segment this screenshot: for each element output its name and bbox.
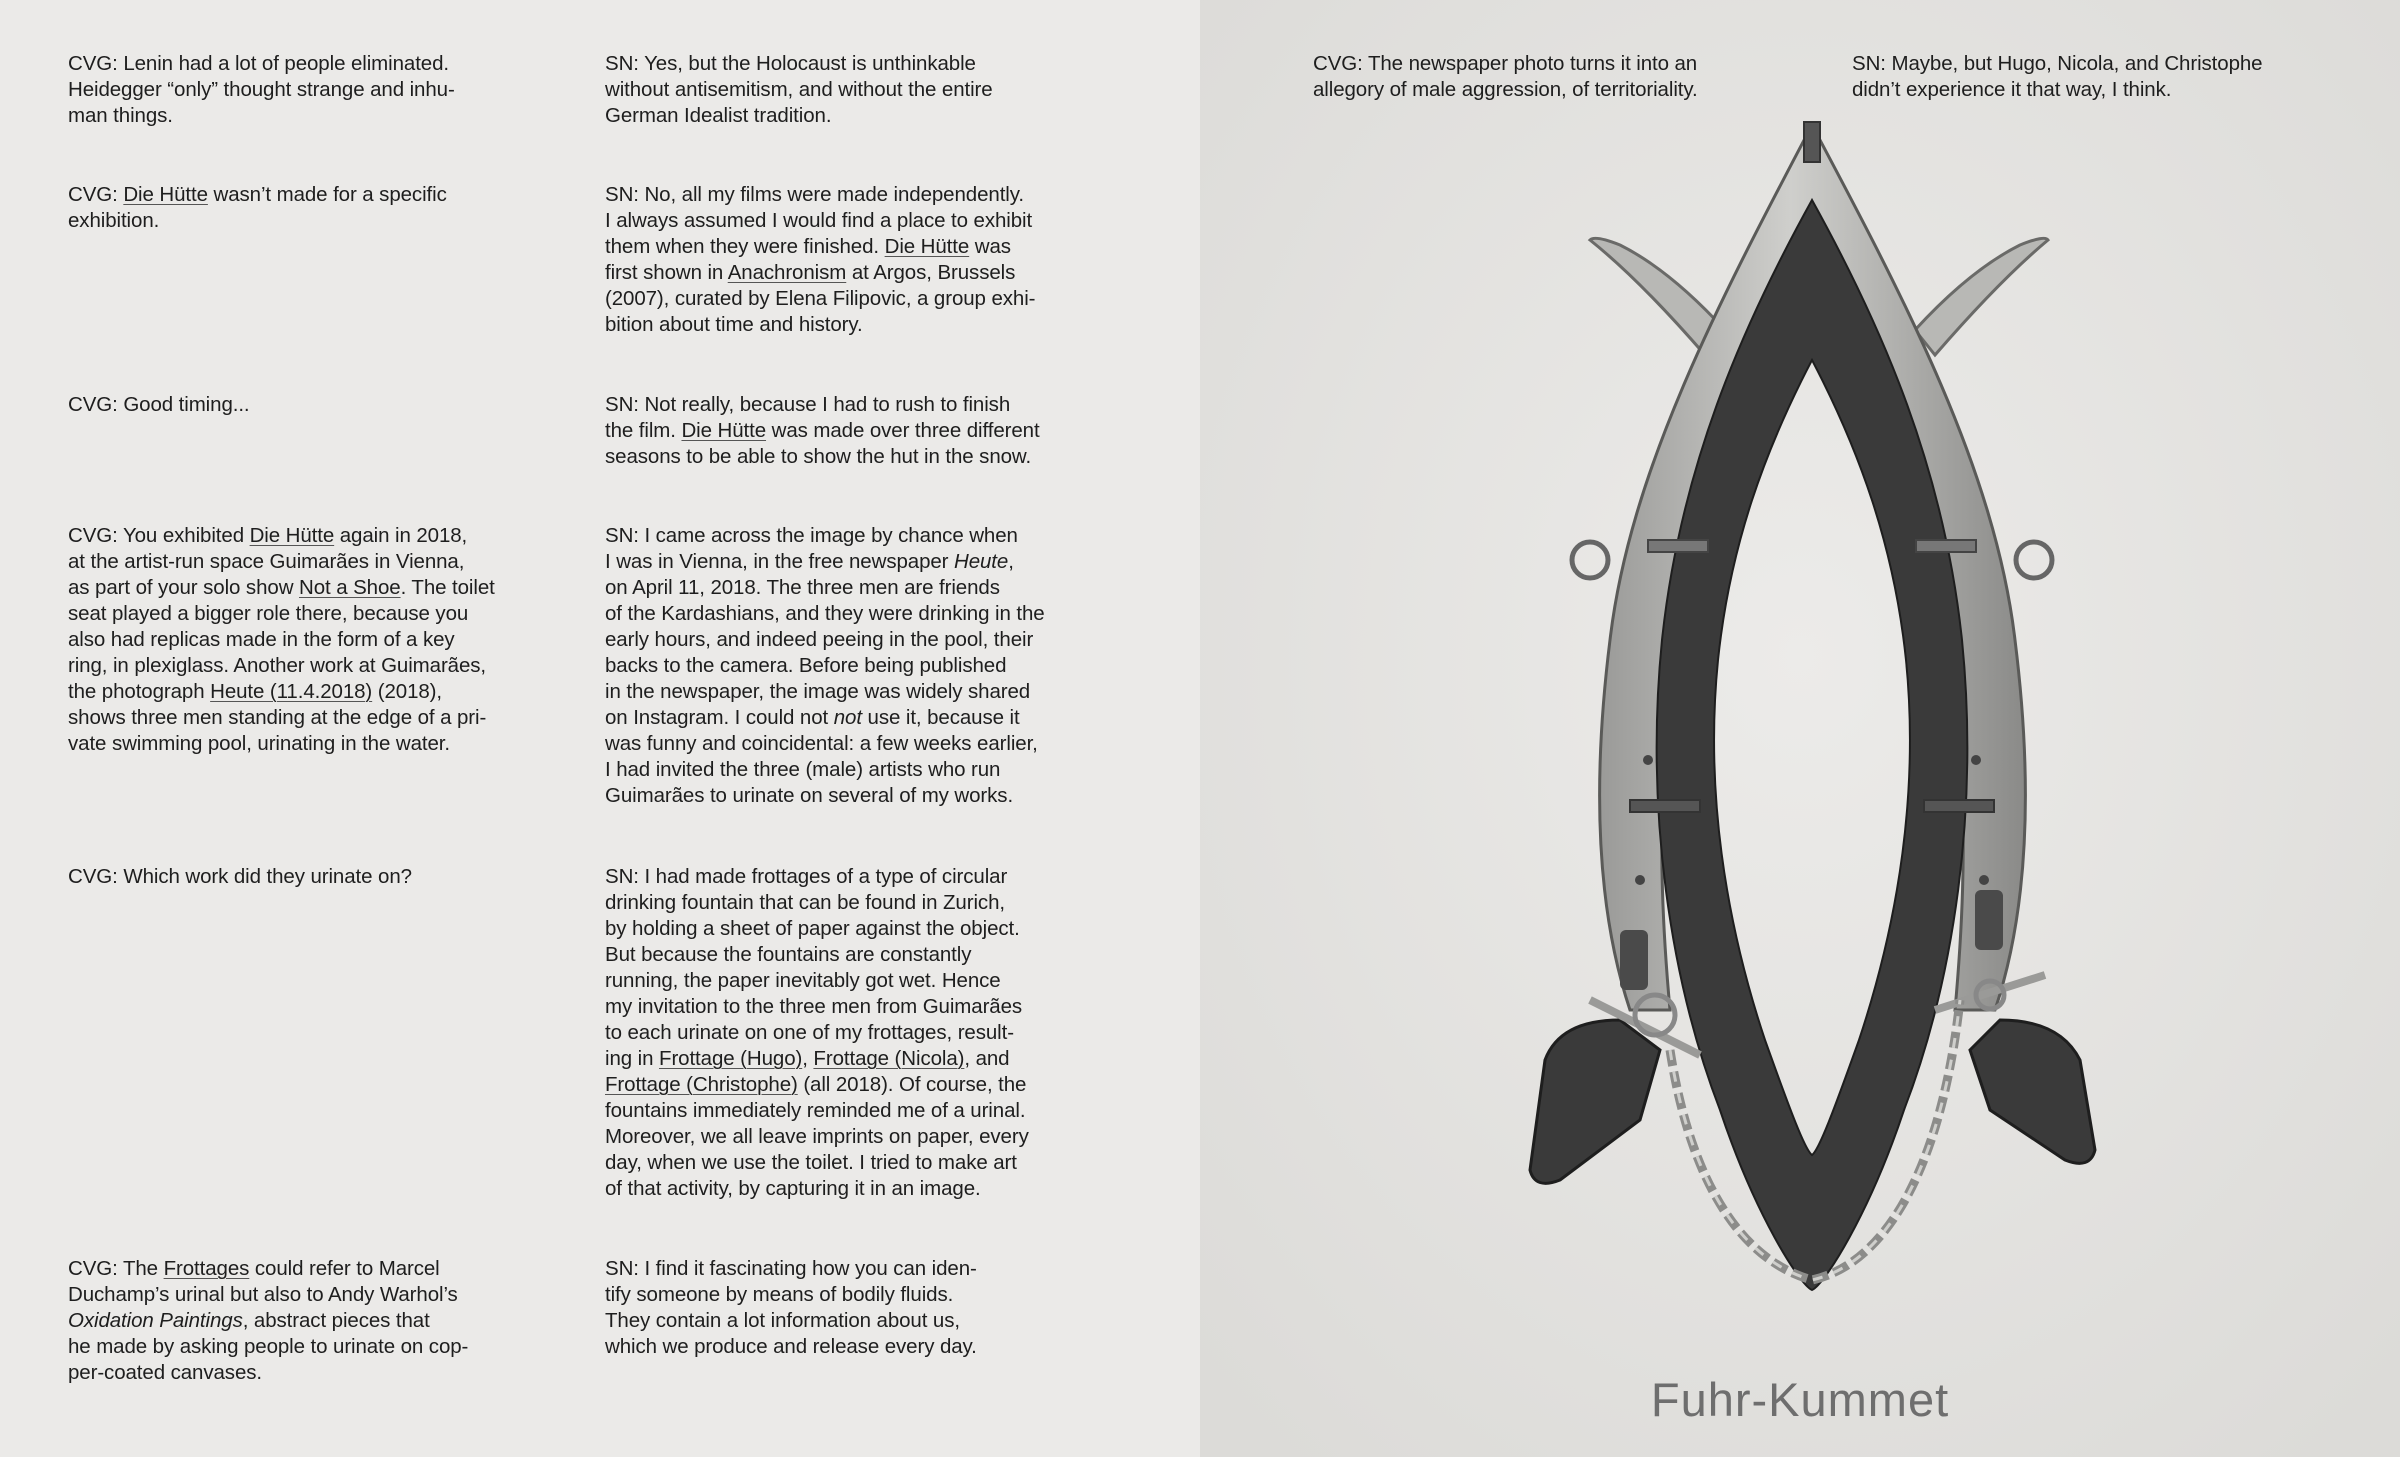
text-run: the film. <box>605 419 682 442</box>
text-run: day, when we use the toilet. I tried to make art <box>605 1151 1017 1174</box>
answer-paragraph <box>605 51 1095 129</box>
text-run: SN: I had made frottages of a type of circular <box>605 865 1008 888</box>
photo-caption: Fuhr-Kummet <box>1650 1373 1950 1426</box>
horse-collar-photo <box>1200 0 2400 1457</box>
text-run: in the newspaper, the image was widely shared <box>605 680 1031 703</box>
text-run: he made by asking people to urinate on cop- <box>68 1335 469 1358</box>
text-run: Duchamp’s urinal but also to Andy Warhol’s <box>68 1283 458 1306</box>
text-run: allegory of male aggression, of territoriality. <box>1313 78 1698 101</box>
text-run: German Idealist tradition. <box>605 104 832 127</box>
text-run: SN: Maybe, but Hugo, Nicola, and Christophe <box>1852 52 2263 75</box>
text-run: CVG: The <box>68 1257 164 1280</box>
text-run: (all 2018). Of course, the <box>797 1073 1027 1096</box>
text-run: could refer to Marcel <box>249 1257 440 1280</box>
text-run: use it, because it <box>861 706 1020 729</box>
text-run: without antisemitism, and without the entire <box>605 78 993 101</box>
text-run: per-coated canvases. <box>68 1361 263 1384</box>
text-run: Heidegger “only” thought strange and inhu- <box>68 78 455 101</box>
text-run: SN: No, all my films were made independently. <box>605 183 1024 206</box>
text-run: which we produce and release every day. <box>605 1335 977 1358</box>
text-run: Guimarães to urinate on several of my works. <box>605 784 1014 807</box>
work-title: Anachronism <box>727 261 847 284</box>
text-run: vate swimming pool, urinating in the water. <box>68 732 450 755</box>
text-run: CVG: Lenin had a lot of people eliminated. <box>68 52 449 75</box>
answer-paragraph <box>605 1256 1095 1360</box>
text-run: I had invited the three (male) artists who run <box>605 758 1001 781</box>
text-run: , abstract pieces that <box>242 1309 430 1332</box>
text-run: again in 2018, <box>334 524 468 547</box>
text-run: my invitation to the three men from Guimarães <box>605 995 1023 1018</box>
text-run: CVG: Which work did they urinate on? <box>68 865 412 888</box>
text-run: of the Kardashians, and they were drinking in the <box>605 602 1045 625</box>
text-run: , and <box>964 1047 1010 1070</box>
text-run: fountains immediately reminded me of a urinal. <box>605 1099 1026 1122</box>
answer-paragraph <box>605 392 1095 470</box>
text-run: as part of your solo show <box>68 576 299 599</box>
text-run: SN: Not really, because I had to rush to finish <box>605 393 1011 416</box>
text-run: seat played a bigger role there, because you <box>68 602 469 625</box>
text-run: (2018), <box>372 680 443 703</box>
italic-text: Heute <box>954 550 1009 573</box>
question-paragraph <box>68 523 558 757</box>
text-run: , <box>1008 550 1014 573</box>
text-run: didn’t experience it that way, I think. <box>1852 78 2172 101</box>
text-run: Moreover, we all leave imprints on paper, every <box>605 1125 1029 1148</box>
answer-paragraph <box>605 864 1095 1202</box>
text-run: But because the fountains are constantly <box>605 943 972 966</box>
question-paragraph <box>68 864 558 890</box>
text-run: I always assumed I would find a place to exhibit <box>605 209 1033 232</box>
text-run: ing in <box>605 1047 660 1070</box>
text-run: at Argos, Brussels <box>846 261 1016 284</box>
text-run: early hours, and indeed peeing in the pool, their <box>605 628 1034 651</box>
text-run: was <box>969 235 1011 258</box>
text-run: I was in Vienna, in the free newspaper <box>605 550 954 573</box>
text-run: , <box>802 1047 814 1070</box>
text-run: at the artist-run space Guimarães in Vienna, <box>68 550 465 573</box>
text-run: CVG: The newspaper photo turns it into an <box>1313 52 1698 75</box>
work-title: Die Hütte <box>249 524 335 547</box>
text-run: also had replicas made in the form of a key <box>68 628 455 651</box>
work-title: Die Hütte <box>123 183 208 206</box>
work-title: Frottages <box>163 1257 250 1280</box>
work-title: Heute (11.4.2018) <box>210 680 373 703</box>
work-title: Die Hütte <box>681 419 767 442</box>
right-page <box>1200 0 2400 1457</box>
text-run: them when they were finished. <box>605 235 885 258</box>
work-title: Frottage (Nicola) <box>813 1047 965 1070</box>
text-run: . The toilet <box>400 576 495 599</box>
text-run: bition about time and history. <box>605 313 863 336</box>
question-paragraph <box>68 392 558 418</box>
text-run: tify someone by means of bodily fluids. <box>605 1283 954 1306</box>
question-paragraph <box>68 182 558 234</box>
text-run: on Instagram. I could not <box>605 706 834 729</box>
text-run: seasons to be able to show the hut in the snow. <box>605 445 1032 468</box>
text-run: (2007), curated by Elena Filipovic, a group exhi- <box>605 287 1036 310</box>
text-run: man things. <box>68 104 173 127</box>
text-run: first shown in <box>605 261 728 284</box>
question-paragraph <box>1313 51 1803 103</box>
work-title: Frottage (Hugo) <box>659 1047 803 1070</box>
text-run: was funny and coincidental: a few weeks earlier, <box>605 732 1038 755</box>
text-run: SN: I find it fascinating how you can iden- <box>605 1257 977 1280</box>
text-run: They contain a lot information about us, <box>605 1309 960 1332</box>
text-run: the photograph <box>68 680 211 703</box>
text-run: CVG: <box>68 183 124 206</box>
italic-text: Oxidation Paintings <box>68 1309 243 1332</box>
text-run: wasn’t made for a specific <box>207 183 447 206</box>
answer-paragraph <box>605 523 1095 809</box>
work-title: Not a Shoe <box>299 576 401 599</box>
work-title: Die Hütte <box>884 235 970 258</box>
text-run: SN: Yes, but the Holocaust is unthinkable <box>605 52 976 75</box>
text-run: SN: I came across the image by chance when <box>605 524 1018 547</box>
text-run: backs to the camera. Before being published <box>605 654 1007 677</box>
text-run: shows three men standing at the edge of a pri- <box>68 706 487 729</box>
text-run: was made over three different <box>766 419 1040 442</box>
answer-paragraph <box>1852 51 2352 103</box>
work-title: Frottage (Christophe) <box>605 1073 798 1096</box>
text-run: CVG: Good timing... <box>68 393 250 416</box>
text-run: of that activity, by capturing it in an image. <box>605 1177 981 1200</box>
text-run: drinking fountain that can be found in Zurich, <box>605 891 1005 914</box>
text-run: to each urinate on one of my frottages, result- <box>605 1021 1014 1044</box>
italic-text: not <box>833 706 862 729</box>
answer-paragraph <box>605 182 1095 338</box>
question-paragraph <box>68 1256 558 1386</box>
text-run: by holding a sheet of paper against the object. <box>605 917 1020 940</box>
text-run: exhibition. <box>68 209 160 232</box>
text-run: CVG: You exhibited <box>68 524 250 547</box>
question-paragraph <box>68 51 558 129</box>
text-run: on April 11, 2018. The three men are friends <box>605 576 1000 599</box>
text-run: running, the paper inevitably got wet. Hence <box>605 969 1001 992</box>
text-run: ring, in plexiglass. Another work at Guimarães, <box>68 654 487 677</box>
